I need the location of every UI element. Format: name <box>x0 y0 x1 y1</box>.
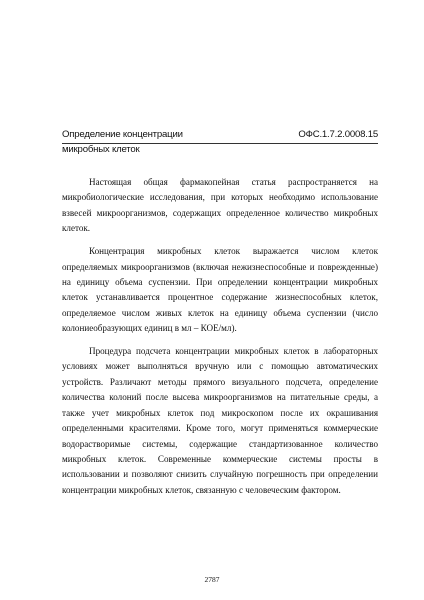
article-code: ОФС.1.7.2.0008.15 <box>298 129 378 140</box>
header-row-1 <box>62 127 378 142</box>
header-divider <box>62 143 378 144</box>
article-title-line2: микробных клеток <box>62 144 140 155</box>
article-title-line1: Определение концентрации <box>62 129 183 140</box>
paragraph-scope: Настоящая общая фармакопейная статья распространяется на микробиологические исследования, при которых необходимо использование взвесей микроорганизмов, содержащих определенное количество микробных клеток. <box>62 177 378 234</box>
paragraph-procedure: Процедура подсчета концентрации микробных клеток в лабораторных условиях может выполняться вручную или с помощью автоматических устройств. Различают методы прямого визуального подсчета, определение количества колоний после высева микроорганизмов на питательные среды, а также учет микробных клеток под микроскопом после их окрашивания определенными красителями. Кроме того, могут применяться коммерческие водорастворимые системы, содержащие стандартизованное количество микробных клеток. Современные коммерческие системы просты в использовании и позволяют снизить случайную погрешность при определении концентрации микробных клеток, связанную с человеческим фактором. <box>62 346 378 495</box>
article-body <box>62 175 378 506</box>
paragraph-concentration: Концентрация микробных клеток выражается числом клеток определяемых микроорганизмов (включая нежизнеспособные и поврежденные) на единицу объема суспензии. При определении концентрации микробных клеток устанавливается процентное содержание жизнеспособных клеток, определяемое числом живых клеток на единицу объема суспензии (число колониеобразующих единиц в мл – КОЕ/мл). <box>62 246 378 334</box>
document-header <box>62 127 378 157</box>
page-number: 2787 <box>204 575 220 584</box>
header-row-2 <box>62 142 378 157</box>
